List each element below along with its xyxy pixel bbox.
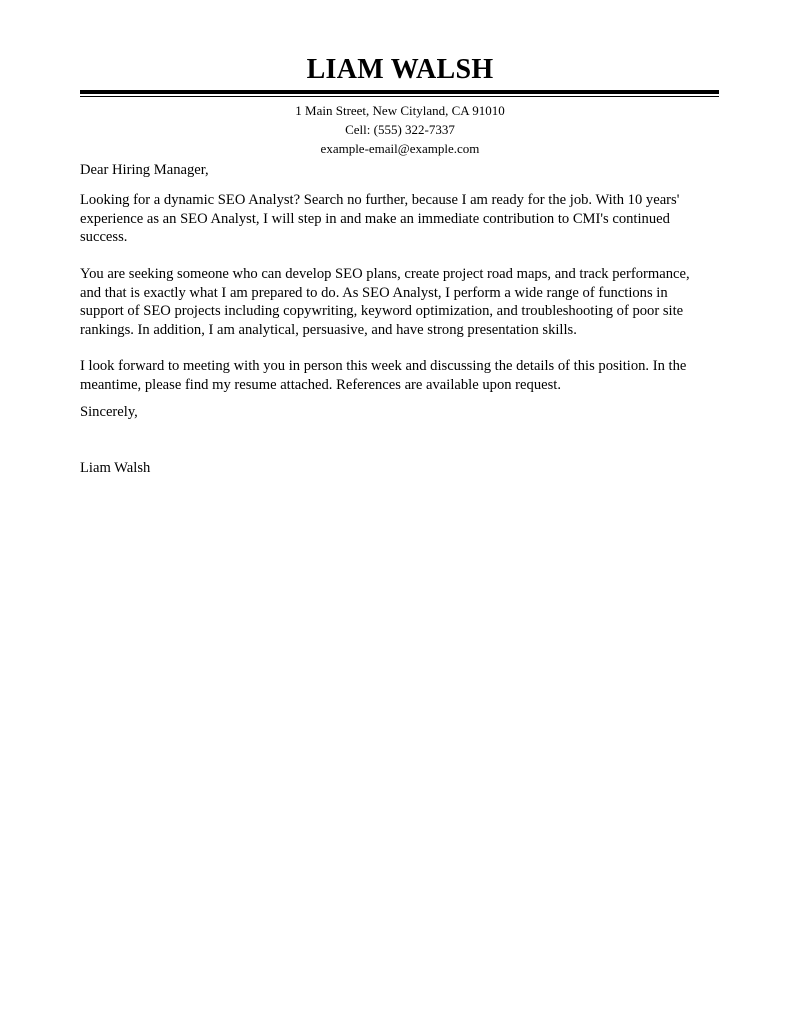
paragraph-line: meantime, please find my resume attached. References are available upon request. <box>80 376 561 393</box>
paragraph-intro <box>80 191 720 247</box>
email-line: example-email@example.com <box>320 141 480 156</box>
cell-line: Cell: (555) 322-7337 <box>345 122 455 137</box>
address-line: 1 Main Street, New Cityland, CA 91010 <box>295 103 505 118</box>
header-divider-thick <box>80 90 719 94</box>
paragraph-line: Looking for a dynamic SEO Analyst? Search no further, because I am ready for the job. With 10 years' <box>80 192 680 208</box>
signature-name: Liam Walsh <box>80 460 151 476</box>
paragraph-line: I look forward to meeting with you in person this week and discussing the details of this position. In the <box>80 358 687 374</box>
contact-block <box>0 101 800 158</box>
paragraph-line: and that is exactly what I am prepared to do. As SEO Analyst, I perform a wide range of functions in <box>80 284 668 301</box>
complimentary-close: Sincerely, <box>80 404 138 420</box>
paragraph-line: support of SEO projects including copywriting, keyword optimization, and troubleshooting of poor site <box>80 303 684 320</box>
paragraph-closing <box>80 357 720 394</box>
applicant-name-heading: LIAM WALSH <box>306 54 494 85</box>
paragraph-line: rankings. In addition, I am analytical, persuasive, and have strong presentation skills. <box>80 321 577 338</box>
salutation: Dear Hiring Manager, <box>80 162 209 178</box>
paragraph-line: You are seeking someone who can develop SEO plans, create project road maps, and track performance, <box>80 266 690 282</box>
header-divider-thin <box>80 96 719 97</box>
paragraph-line: success. <box>80 229 128 246</box>
paragraph-line: experience as an SEO Analyst, I will step in and make an immediate contribution to CMI's continued <box>80 210 670 227</box>
paragraph-qualifications <box>80 265 720 339</box>
